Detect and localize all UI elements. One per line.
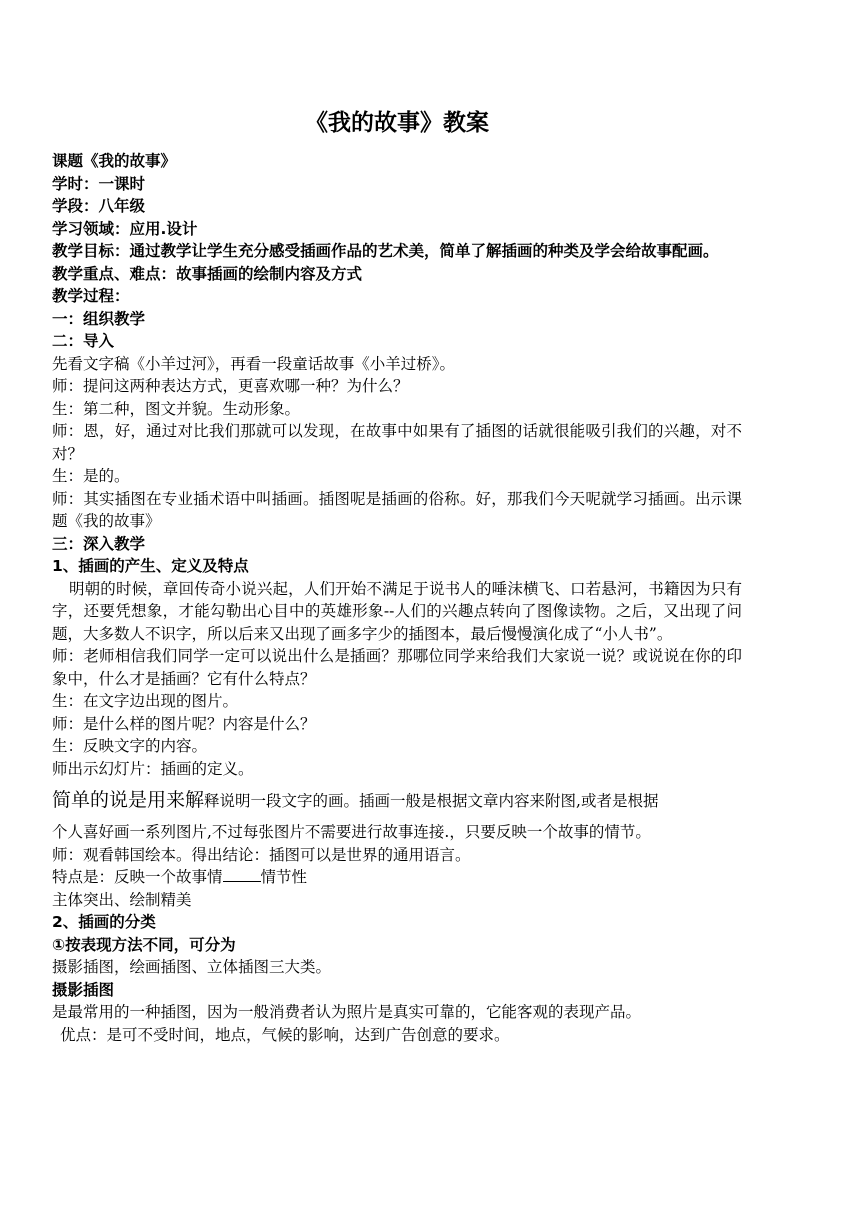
grade-line: 学段：八年级 <box>52 197 146 215</box>
key-points-line: 教学重点、难点：故事插画的绘制内容及方式 <box>52 264 363 283</box>
section-heading-1: 一：组织教学 <box>52 309 146 328</box>
intro-line: 生：第二种，图文并貌。生动形象。 <box>52 399 301 418</box>
part2-heading: 2、插画的分类 <box>52 913 156 931</box>
feature-line <box>52 866 742 889</box>
intro-line: 先看文字稿《小羊过河》，再看一段童话故事《小羊过桥》。 <box>52 354 456 373</box>
definition-rest-text: 释说明一段文字的画。插画一般是根据文章内容来附图,或者是根据 <box>204 792 659 810</box>
goal-label: 教学目标： <box>52 242 130 260</box>
definition-line-2: 个人喜好画一系列图片,不过每张图片不需要进行故事连接.，只要反映一个故事的情节。 <box>52 823 651 841</box>
dialog-line: 生：反映文字的内容。 <box>52 737 208 755</box>
feature-text-b: 情节性 <box>260 868 308 886</box>
goal-block <box>52 240 742 263</box>
process-line: 教学过程： <box>52 287 130 305</box>
definition-big-text: 简单的说是用来解 <box>52 789 205 811</box>
photo-text: 是最常用的一种插图，因为一般消费者认为照片是真实可靠的，它能客观的表现产品。 <box>52 1003 642 1021</box>
definition-line <box>52 780 742 821</box>
history-paragraph: 明朝的时候，章回传奇小说兴起，人们开始不满足于说书人的唾沫横飞、口若悬河，书籍因为只有字，还要凭想象，才能勾勒出心目中的英雄形象--人们的兴趣点转向了图像读物。之后，又出现了问题，大多数人不识字，所以后来又出现了画多字少的插图本，最后慢慢演化成了“小人书”。 <box>52 579 742 643</box>
part1-heading: 1、插画的产生、定义及特点 <box>52 557 249 575</box>
dialog-line: 师出示幻灯片：插画的定义。 <box>52 759 254 778</box>
section-heading-3: 三：深入教学 <box>52 534 146 553</box>
dialog-line: 生：在文字边出现的图片。 <box>52 692 239 710</box>
feature-line-2: 主体突出、绘制精美 <box>52 890 192 909</box>
intro-line: 师：提问这两种表达方式，更喜欢哪一种？为什么？ <box>52 377 409 395</box>
korea-line: 师：观看韩国绘本。得出结论：插图可以是世界的通用语言。 <box>52 845 471 864</box>
dialog-line: 师：是什么样的图片呢？内容是什么？ <box>52 714 316 733</box>
document-title: 《我的故事》教案 <box>305 110 489 136</box>
intro-line: 生：是的。 <box>52 467 130 485</box>
intro-line: 师：其实插图在专业插术语中叫插画。插图呢是插画的俗称。好，那我们今天呢就学习插画。出示课题《我的故事》 <box>52 489 742 530</box>
goal-text: 通过教学让学生充分感受插画作品的艺术美，简单了解插画的种类及学会给故事配画。 <box>129 242 719 260</box>
section-heading-2: 二：导入 <box>52 332 115 350</box>
intro-line: 师：恩，好，通过对比我们那就可以发现，在故事中如果有了插图的话就很能吸引我们的兴趣，对不对？ <box>52 422 742 463</box>
hours-line: 学时：一课时 <box>52 174 146 193</box>
fill-blank <box>223 867 261 882</box>
advantage-line: 优点：是可不受时间，地点，气候的影响，达到广告创意的要求。 <box>60 1025 510 1044</box>
topic-line: 课题《我的故事》 <box>52 152 177 170</box>
dialog-line: 师：老师相信我们同学一定可以说出什么是插画？那哪位同学来给我们大家说一说？或说说在你的印象中，什么才是插画？它有什么特点？ <box>52 647 742 688</box>
feature-text-a: 特点是：反映一个故事情 <box>52 868 223 886</box>
part2-subheading: ①按表现方法不同，可分为 <box>52 935 236 954</box>
photo-heading: 摄影插图 <box>52 980 115 999</box>
types-line: 摄影插图，绘画插图、立体插图三大类。 <box>52 958 332 976</box>
lesson-plan-page <box>52 108 742 1046</box>
field-line: 学习领域：应用.设计 <box>52 219 198 238</box>
